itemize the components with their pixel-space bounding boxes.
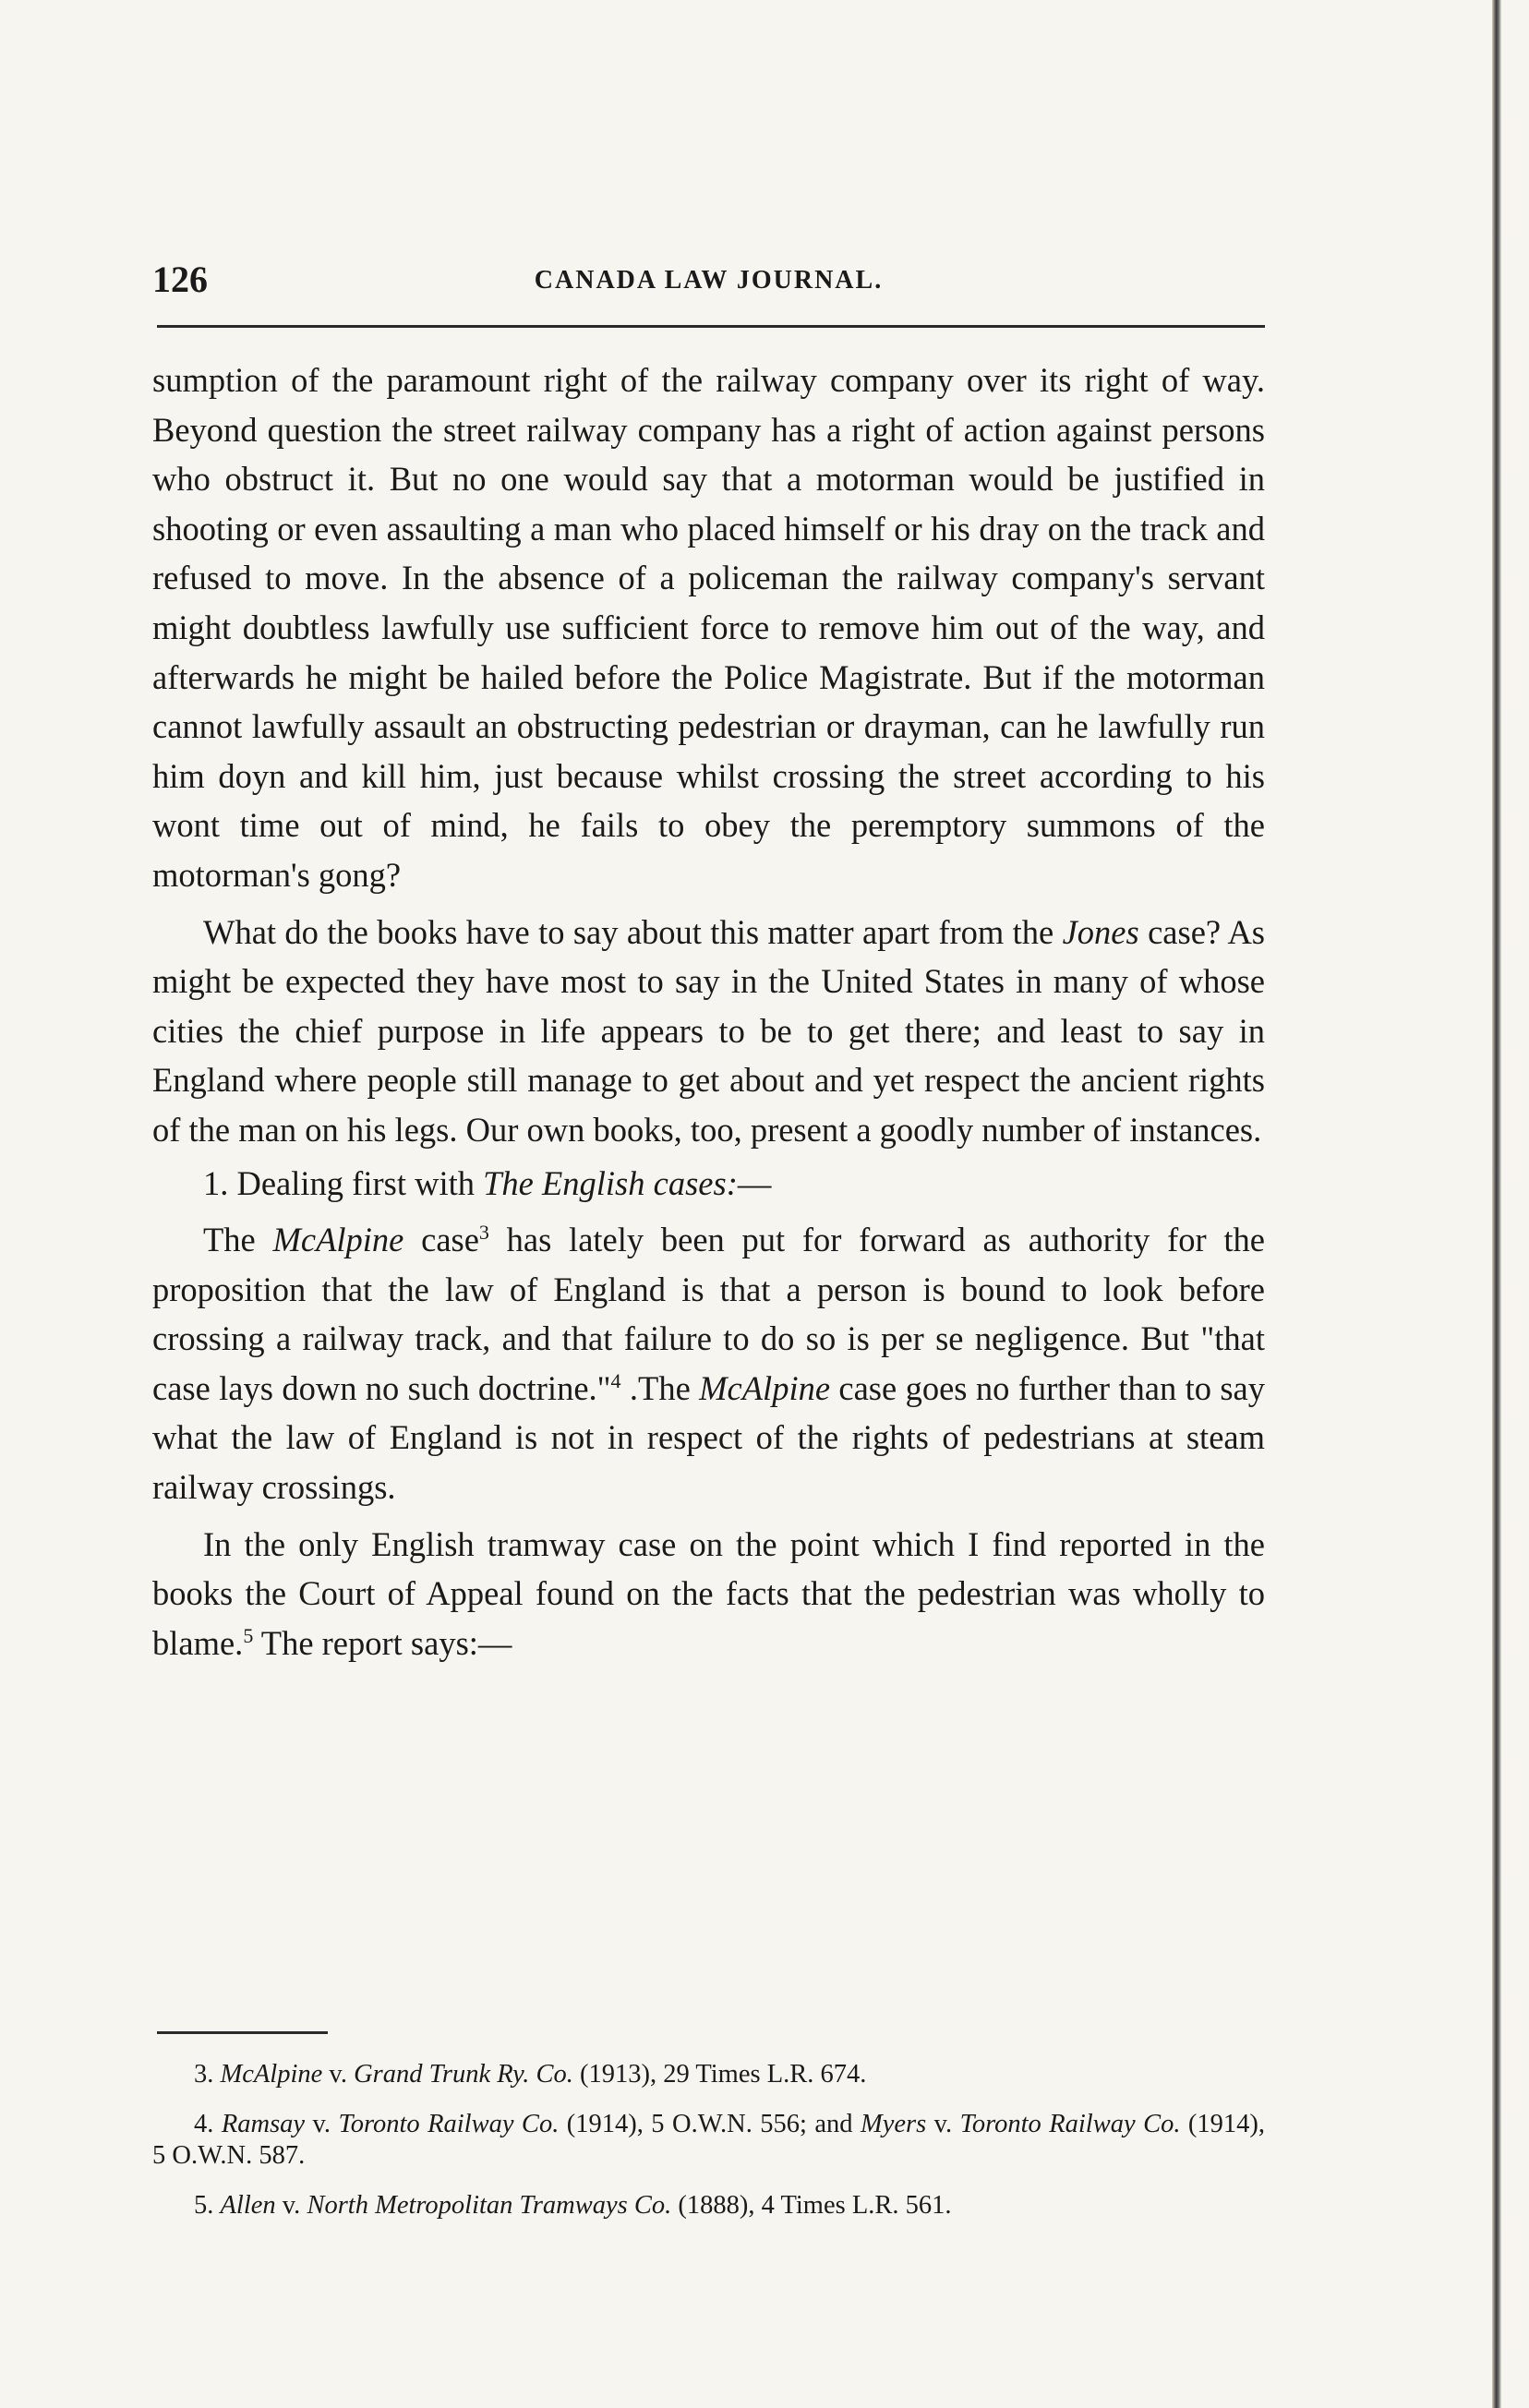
page-number: 126 xyxy=(152,259,208,300)
footnotes xyxy=(152,2059,1265,2240)
footnote-number: 5. xyxy=(194,2191,221,2220)
footnote-party: Toronto Railway Co. xyxy=(338,2110,560,2138)
paragraph-2-italic: Jones xyxy=(1062,912,1139,951)
paragraph-5-text-b: The report says:— xyxy=(253,1623,512,1662)
footnote-party: Ramsay xyxy=(221,2110,306,2138)
footnote-citation: (1888), 4 Times L.R. 561. xyxy=(671,2191,952,2220)
paragraph-3 xyxy=(152,1159,1265,1209)
footnote-versus: v. xyxy=(275,2191,307,2220)
paragraph-4-text-a: The xyxy=(203,1221,273,1259)
running-title: CANADA LAW JOURNAL. xyxy=(534,266,884,295)
paragraph-4-text-d: .The xyxy=(620,1368,700,1407)
footnote-number: 4. xyxy=(194,2110,222,2138)
paragraph-2-text-a: What do the books have to say about this matter apart from the xyxy=(203,912,1063,951)
footnote-ref-5: 5 xyxy=(243,1623,254,1647)
footnote-number: 3. xyxy=(194,2060,221,2089)
footnote-citation: (1914), 5 O.W.N. 587. xyxy=(152,2110,1266,2170)
footnote-rule xyxy=(157,2031,328,2034)
paragraph-4-italic-2: McAlpine xyxy=(699,1368,831,1407)
footnote-party: Allen xyxy=(220,2191,276,2220)
paragraph-1: sumption of the paramount right of the railway company over its right of way. Beyond question the street railway company has a right of action against persons who obstruct it. But no one would say that a motorman would be justified in shooting or even assaulting a man who placed himself or his dray on the track and refused to move. In the absence of a policeman the railway company's servant might doubtless lawfully use sufficient force to remove him out of the way, and afterwards he might be hailed before the Police Magistrate. But if the motorman cannot lawfully assault an obstructing pedestrian or drayman, can he lawfully run him doyn and kill him, just because whilst crossing the street according to his wont time out of mind, he fails to obey the peremptory summons of the motorman's gong? xyxy=(152,361,1265,894)
paragraph-4 xyxy=(152,1215,1265,1512)
paragraph-5 xyxy=(152,1520,1265,1668)
paragraph-4-text-b: case xyxy=(403,1221,479,1259)
footnote-ref-4: 4 xyxy=(610,1368,621,1392)
paragraph-3-text-b: — xyxy=(737,1163,772,1202)
footnote-citation: (1913), 29 Times L.R. 674. xyxy=(572,2060,867,2089)
footnote-ref-3: 3 xyxy=(478,1220,489,1244)
header-rule xyxy=(157,325,1265,328)
footnote-party: Myers xyxy=(860,2110,927,2138)
footnote-party: Toronto Railway Co. xyxy=(959,2110,1181,2138)
footnote-4 xyxy=(152,2109,1265,2172)
paragraph-4-text-e: case goes no further than to say what the law of England is not in respect of the rights of pedestrians at steam railway crossings. xyxy=(152,1368,1265,1507)
footnote-party: McAlpine xyxy=(220,2060,323,2089)
paragraph-5-text-a: In the only English tramway case on the point which I find reported in the books the Court of Appeal found on the facts that the pedestrian was wholly to blame. xyxy=(152,1524,1265,1662)
footnote-party: North Metropolitan Tramways Co. xyxy=(307,2191,672,2220)
paragraph-2-text-b: case? As might be expected they have most to say in the United States in many of whose cities the chief purpose in life appears to be to get there; and least to say in England where people still manage to get about and yet respect the ancient rights of the man on his legs. Our own books, too, present a goodly number of instances. xyxy=(152,912,1266,1149)
footnote-5 xyxy=(152,2190,1265,2221)
footnote-party: Grand Trunk Ry. Co. xyxy=(354,2060,573,2089)
footnote-3 xyxy=(152,2059,1265,2090)
page-header xyxy=(152,257,1265,303)
footnote-citation: (1914), 5 O.W.N. 556; and xyxy=(559,2110,861,2138)
footnote-versus: v. xyxy=(322,2060,355,2089)
footnote-versus: v. xyxy=(305,2110,339,2138)
paragraph-4-text-c: has lately been put for forward as authority for the proposition that the law of England is that a person is bound to look before crossing a railway track, and that failure to do so is per se negligence. But "that case lays down no such doctrine." xyxy=(152,1221,1265,1407)
footnote-versus: v. xyxy=(926,2110,960,2138)
body-text xyxy=(152,355,1265,1668)
paragraph-4-italic-1: McAlpine xyxy=(272,1221,404,1259)
page-edge-shadow xyxy=(1492,0,1501,2408)
paragraph-3-italic: The English cases: xyxy=(483,1163,738,1202)
paragraph-3-text-a: 1. Dealing first with xyxy=(203,1163,484,1202)
paragraph-2 xyxy=(152,908,1265,1155)
